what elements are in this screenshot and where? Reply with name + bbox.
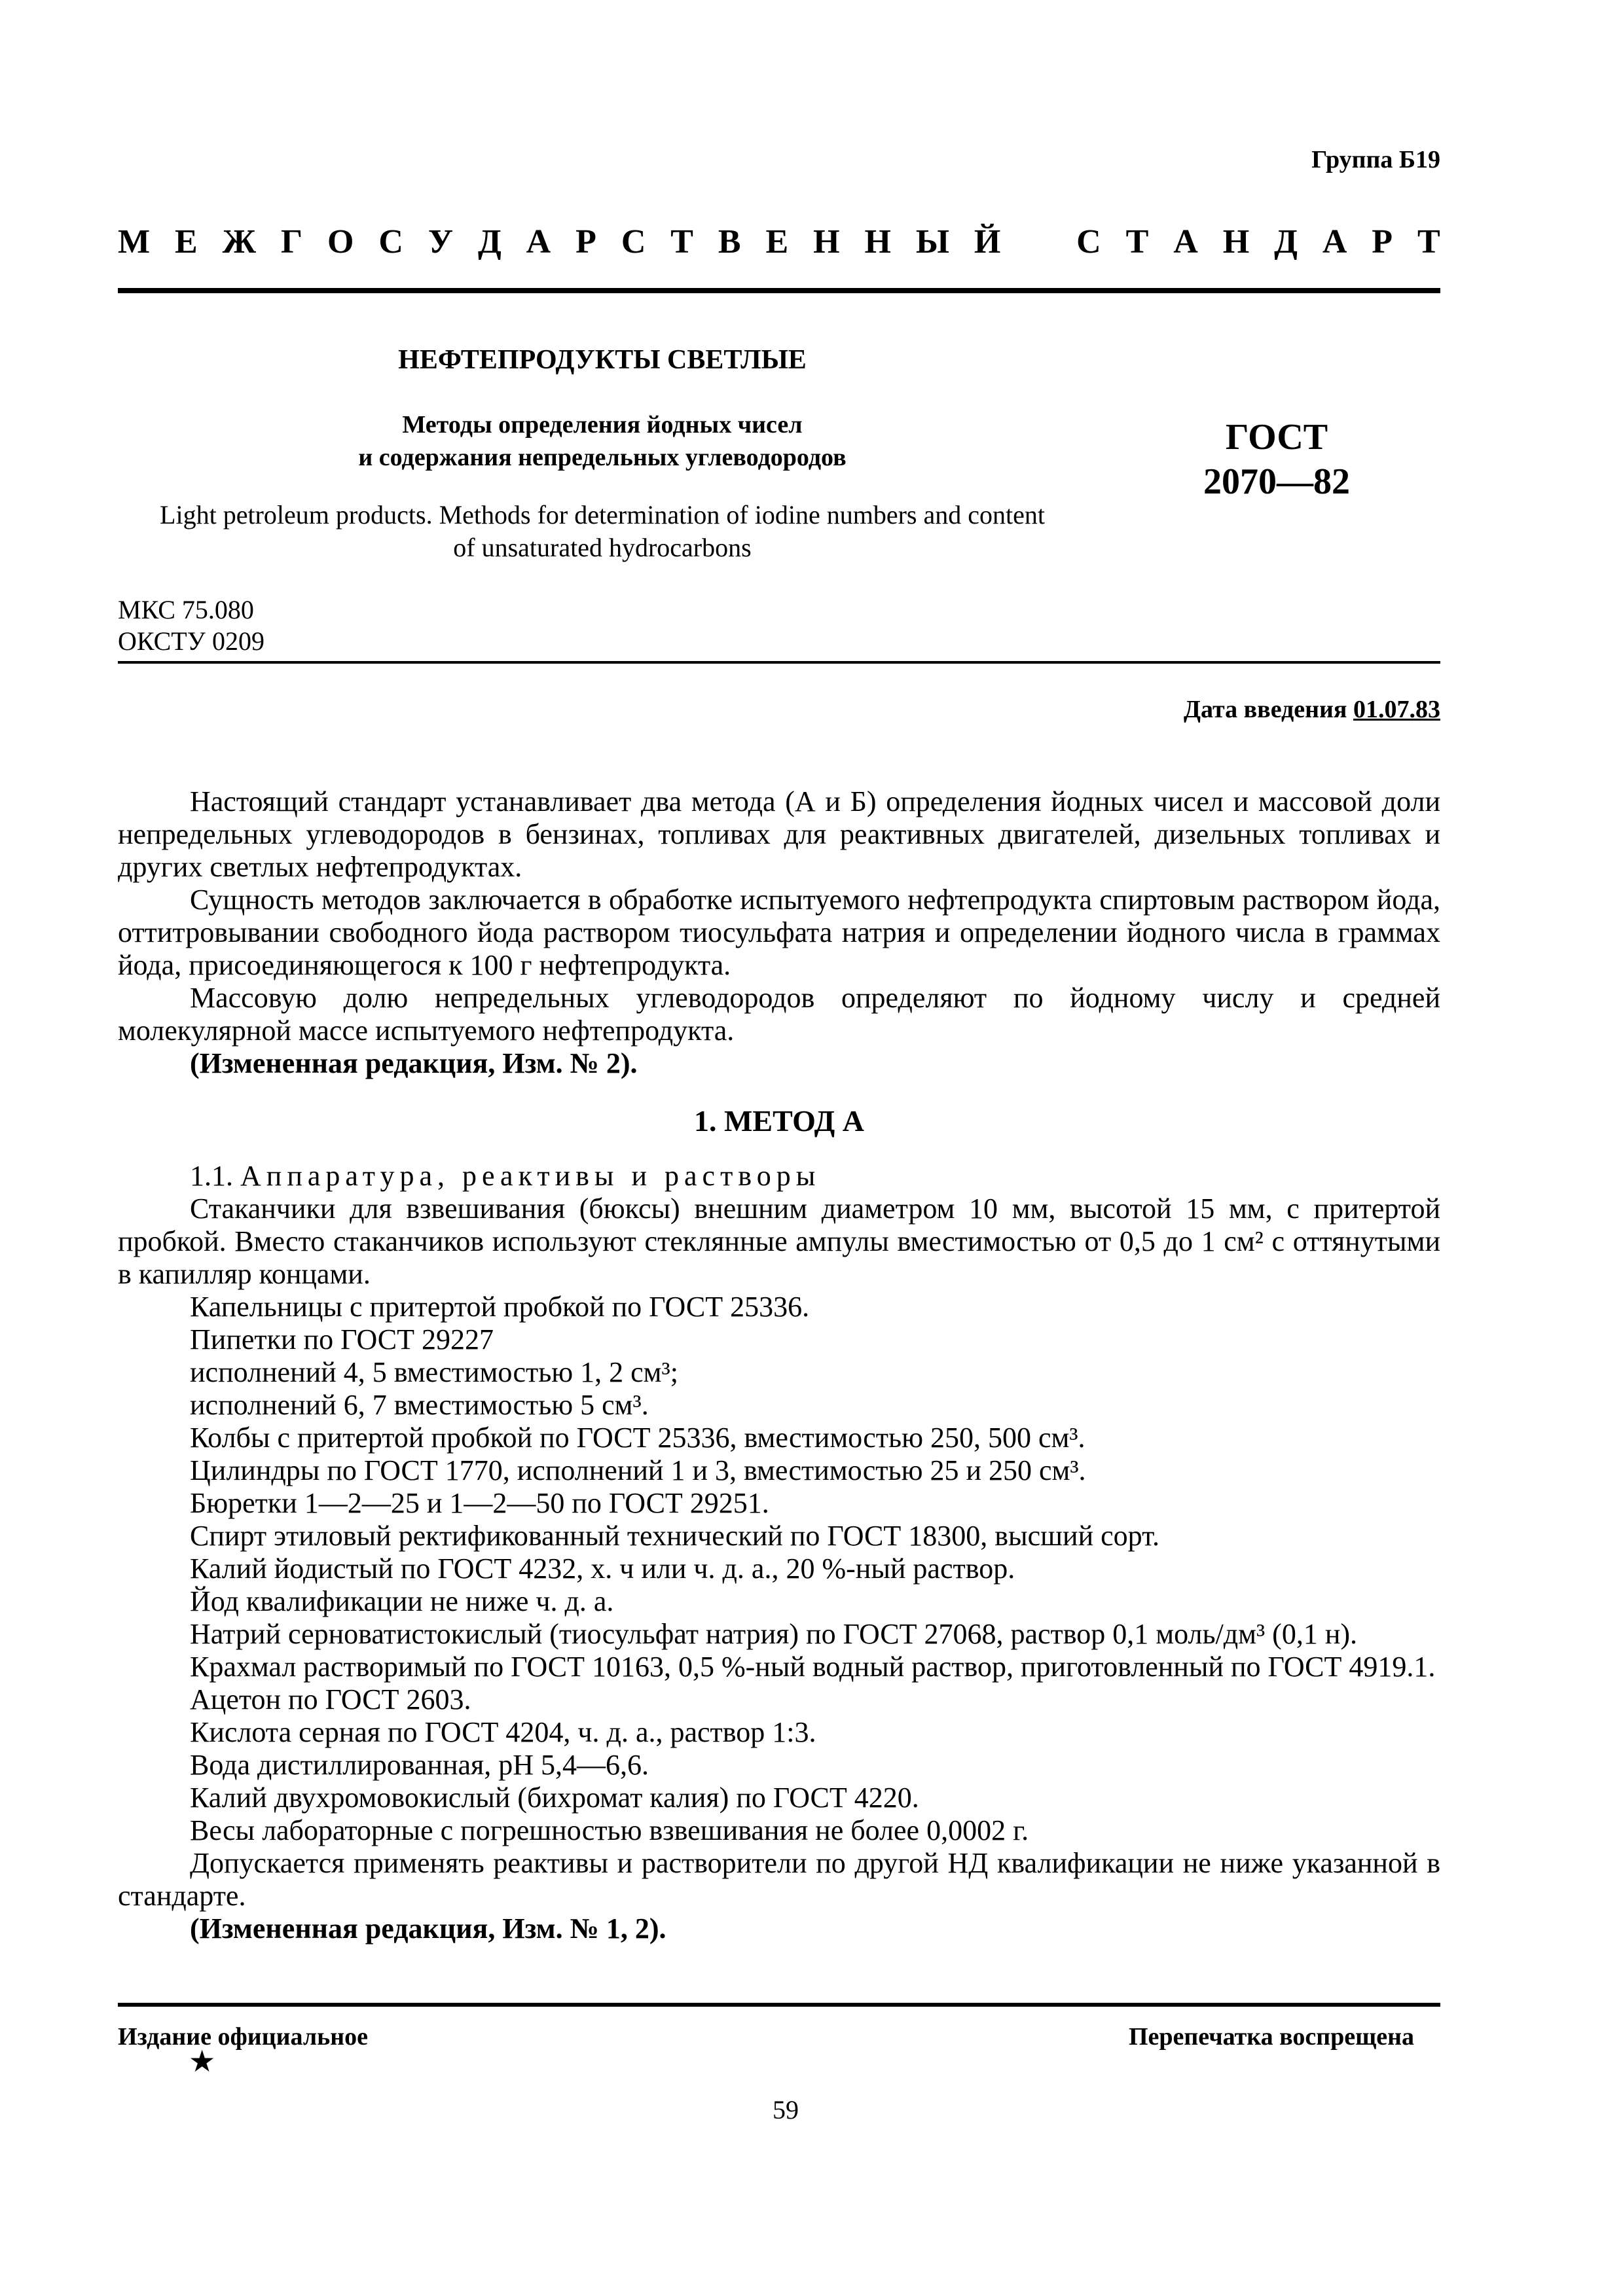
list-item: Колбы с притертой пробкой по ГОСТ 25336, вместимостью 250, 500 см³. — [190, 1422, 1085, 1454]
effective-date-value: 01.07.83 — [1353, 696, 1440, 723]
heading-letter: Т — [1417, 223, 1440, 260]
list-item: Бюретки 1—2—25 и 1—2—50 по ГОСТ 29251. — [190, 1487, 769, 1519]
heading-letter: С — [621, 223, 646, 260]
intro-amendment: (Измененная редакция, Изм. № 2). — [190, 1047, 638, 1079]
page-number: 59 — [773, 2095, 799, 2125]
heading-letter: Т — [670, 223, 693, 260]
english-title-line-1: Light petroleum products. Methods for determination of iodine numbers and content — [160, 500, 1045, 529]
document-title: НЕФТЕПРОДУКТЫ СВЕТЛЫЕ — [398, 345, 807, 375]
heading-letter: М — [118, 223, 151, 260]
subtitle-line-2: и содержания непредельных углеводородов — [358, 444, 847, 471]
list-item: Калий йодистый по ГОСТ 4232, х. ч или ч. д. а., 20 %-ный раствор. — [190, 1552, 1015, 1585]
subtitle-line-1: Методы определения йодных чисел — [402, 411, 803, 439]
heading-letter: В — [718, 223, 741, 260]
mks-code: МКС 75.080 — [118, 595, 254, 624]
intro-paragraph-3: Массовую долю непредельных углеводородов определяют по йодному числу и средней молекулярной массе испытуемого нефтепродукта. — [118, 982, 1440, 1047]
heading-letter: А — [1322, 223, 1347, 260]
heading-letter: А — [526, 223, 551, 260]
document-subtitle — [118, 408, 1087, 474]
list-item: Йод квалификации не ниже ч. д. а. — [190, 1585, 614, 1617]
reprint-prohibited-label: Перепечатка воспрещена — [1128, 2023, 1414, 2051]
heading-letter: Т — [1125, 223, 1149, 260]
equipment-list — [118, 1193, 1440, 1912]
list-item: Кислота серная по ГОСТ 4204, ч. д. а., раствор 1:3. — [190, 1716, 816, 1748]
gost-designation — [1113, 415, 1440, 504]
official-edition-label: Издание официальное — [118, 2023, 369, 2051]
list-item: Спирт этиловый ректификованный технический по ГОСТ 18300, высший сорт. — [190, 1520, 1159, 1552]
heading-letter: С — [1076, 223, 1101, 260]
list-item: Натрий серноватистокислый (тиосульфат натрия) по ГОСТ 27068, раствор 0,1 моль/дм³ (0,1 н). — [190, 1618, 1358, 1650]
heading-letter: Р — [575, 223, 596, 260]
list-item: Крахмал растворимый по ГОСТ 10163, 0,5 %-ный водный раствор, приготовленный по ГОСТ 4919.1. — [190, 1651, 1436, 1683]
heading-word-gap — [1025, 223, 1051, 261]
list-item: Цилиндры по ГОСТ 1770, исполнений 1 и 3, вместимостью 25 и 250 см³. — [190, 1454, 1086, 1486]
section-amendment: (Измененная редакция, Изм. № 1, 2). — [190, 1912, 666, 1945]
list-item: Стаканчики для взвешивания (бюксы) внешним диаметром 10 мм, высотой 15 мм, с притертой пробкой. Вместо стаканчиков используют стеклянные ампулы вместимостью от 0,5 до 1 см² с оттянутыми в капилляр концами. — [118, 1193, 1440, 1290]
subsection-number: 1.1. — [190, 1160, 233, 1192]
heading-letter: Н — [864, 223, 891, 260]
effective-date-label: Дата введения — [1183, 696, 1347, 723]
gost-label: ГОСТ — [1225, 417, 1328, 457]
document-body — [118, 785, 1440, 1945]
english-title — [118, 499, 1087, 564]
intro-paragraph-1: Настоящий стандарт устанавливает два метода (А и Б) определения йодных чисел и массовой доли непредельных углеводородов в бензинах, топливах для реактивных двигателей, дизельных топливах и других светлых нефтепродуктах. — [118, 785, 1440, 883]
heading-letter: О — [327, 223, 354, 260]
heading-letter: Е — [765, 223, 789, 260]
gost-number: 2070—82 — [1203, 461, 1350, 502]
heading-letter: Й — [974, 223, 1001, 260]
header-rule — [118, 288, 1440, 293]
group-code: Группа Б19 — [1311, 146, 1440, 173]
list-item: Вода дистиллированная, pH 5,4—6,6. — [190, 1749, 649, 1781]
okstu-code: ОКСТУ 0209 — [118, 626, 265, 656]
heading-letter: Д — [477, 223, 501, 260]
heading-letter: Е — [175, 223, 198, 260]
footer-rule — [118, 2003, 1440, 2007]
list-item: Допускается применять реактивы и растворители по другой НД квалификации не ниже указанной в стандарте. — [118, 1847, 1440, 1912]
classification-codes — [118, 594, 264, 657]
heading-letter: А — [1173, 223, 1198, 260]
section-heading: 1. МЕТОД А — [693, 1104, 865, 1138]
heading-letter: Д — [1274, 223, 1298, 260]
list-item: Капельницы с притертой пробкой по ГОСТ 25336. — [190, 1291, 810, 1323]
list-item: Пипетки по ГОСТ 29227 — [190, 1323, 494, 1355]
interstate-standard-heading — [118, 223, 1440, 261]
heading-letter: Н — [1222, 223, 1250, 260]
heading-letter: Ы — [915, 223, 949, 260]
subsection-heading — [118, 1160, 1440, 1193]
effective-date — [982, 695, 1440, 724]
english-title-line-2: of unsaturated hydrocarbons — [453, 533, 752, 562]
list-item: Ацетон по ГОСТ 2603. — [190, 1683, 471, 1715]
intro-paragraph-2: Сущность методов заключается в обработке испытуемого нефтепродукта спиртовым раствором йода, оттитровывании свободного йода раствором тиосульфата натрия и определении йодного числа в граммах йода, присоединяющегося к 100 г нефтепродукта. — [118, 884, 1440, 981]
subsection-title: Аппаратура, реактивы и растворы — [240, 1160, 821, 1192]
list-item: Весы лабораторные с погрешностью взвешивания не более 0,0002 г. — [190, 1814, 1029, 1846]
heading-letter: Р — [1372, 223, 1393, 260]
heading-letter: У — [428, 223, 454, 260]
heading-letter: Ж — [222, 223, 257, 260]
codes-rule — [118, 661, 1440, 664]
star-icon: ★ — [189, 2045, 216, 2078]
list-item: исполнений 4, 5 вместимостью 1, 2 см³; — [190, 1356, 678, 1388]
list-item: Калий двухромовокислый (бихромат калия) по ГОСТ 4220. — [190, 1782, 919, 1814]
heading-letter: Г — [280, 223, 303, 260]
heading-letter: С — [378, 223, 403, 260]
heading-letter: Н — [813, 223, 840, 260]
list-item: исполнений 6, 7 вместимостью 5 см³. — [190, 1389, 649, 1421]
